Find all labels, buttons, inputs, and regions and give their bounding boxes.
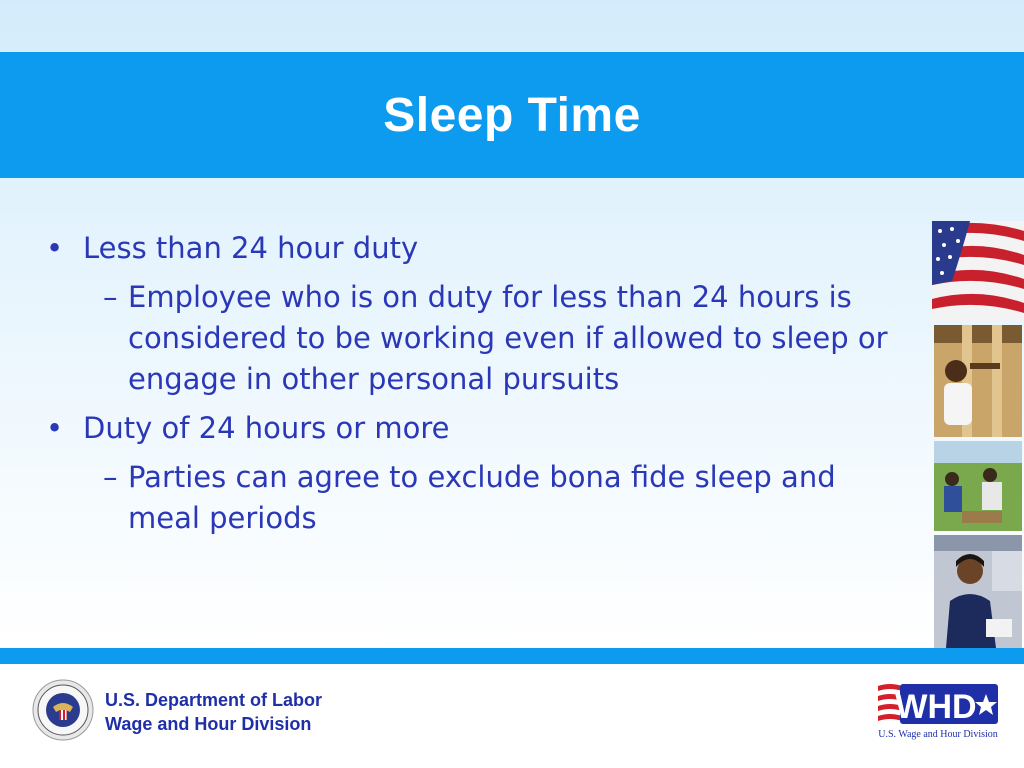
sub-bullet-text: Employee who is on duty for less than 24 hours is considered to be working even if allowed to sleep or engage in other personal pursuits [128, 280, 888, 396]
photo-strip [932, 221, 1024, 648]
sub-bullet-item [103, 277, 893, 400]
bullet-text: Less than 24 hour duty [83, 231, 419, 265]
sub-bullet-mark: – [103, 280, 118, 314]
worker-photo [934, 325, 1022, 437]
department-of-labor-seal-icon [32, 679, 94, 741]
whd-logo-text: WHD [895, 688, 977, 726]
bullet-mark: • [46, 231, 64, 265]
department-line-2: Wage and Hour Division [105, 714, 312, 734]
sub-bullet-text: Parties can agree to exclude bona fide sleep and meal periods [128, 460, 836, 535]
bullet-item [46, 408, 906, 449]
service-worker-photo [934, 535, 1022, 648]
bullet-mark: • [46, 411, 64, 445]
title-band [0, 52, 1024, 178]
bullet-text: Duty of 24 hours or more [83, 411, 450, 445]
field-workers-photo [934, 441, 1022, 531]
sub-bullet-item [103, 457, 893, 539]
bullet-item [46, 228, 906, 269]
footer-band [0, 648, 1024, 664]
slide-content [46, 228, 906, 547]
whd-logo-caption: U.S. Wage and Hour Division [878, 729, 998, 740]
sub-bullet-mark: – [103, 460, 118, 494]
flag-photo [932, 221, 1024, 321]
slide-title: Sleep Time [383, 88, 641, 142]
department-name [105, 688, 322, 736]
department-line-1: U.S. Department of Labor [105, 690, 323, 710]
